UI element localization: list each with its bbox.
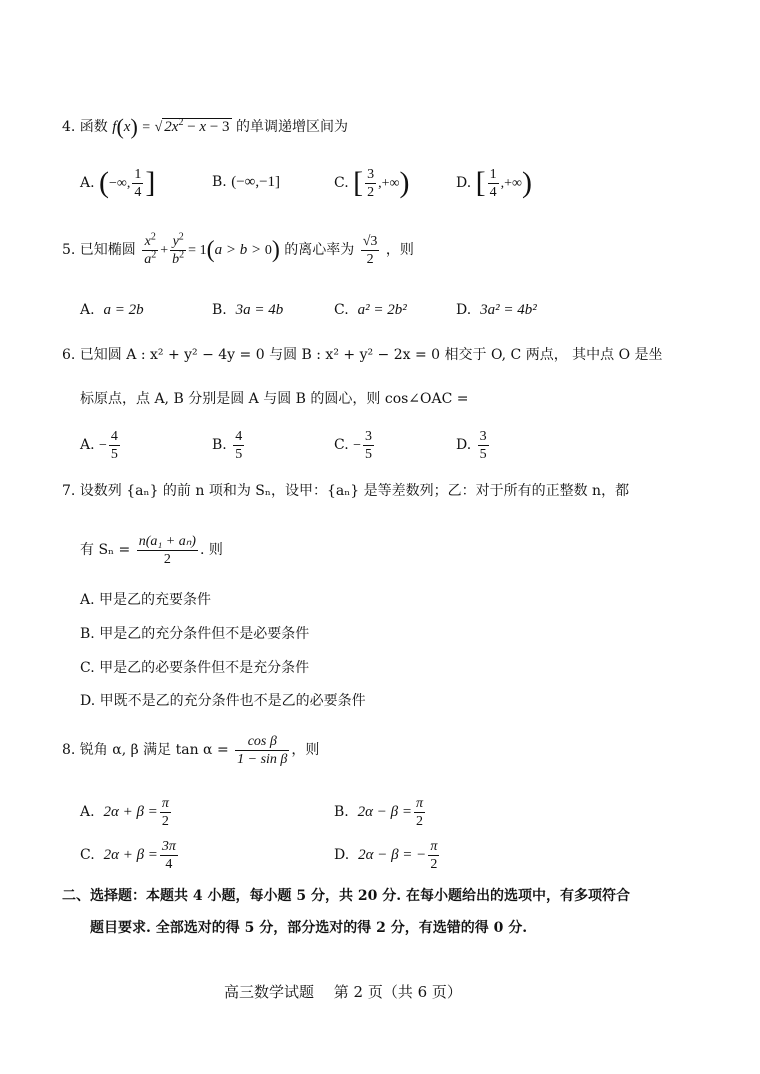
q6-option-a[interactable]: A. − $\frac{4}{5}$ — [80, 428, 118, 462]
q7-option-d[interactable]: D. 甲既不是乙的充分条件也不是乙的必要条件 — [80, 693, 366, 709]
q8-option-a[interactable]: A. 2α + β = $\frac{\pi}{2}$ — [80, 795, 169, 829]
q6-option-d[interactable]: D. $\frac{3}{5}$ — [456, 428, 487, 462]
q4-stem-prefix: 4. 函数 — [62, 119, 108, 135]
q5-option-d[interactable]: D. 3a² = 4b² — [456, 302, 537, 318]
q6-option-c[interactable]: C. − $\frac{3}{5}$ — [334, 428, 373, 462]
q6-option-b[interactable]: B. $\frac{4}{5}$ — [212, 428, 243, 462]
q4-formula: f — [112, 119, 117, 135]
q4-stem-suffix: 的单调递增区间为 — [236, 119, 348, 135]
section2-heading-line2: 题目要求. 全部选对的得 5 分，部分选对的得 2 分，有选错的得 0 分. — [90, 920, 528, 936]
q5-option-b[interactable]: B. 3a = 4b — [212, 302, 284, 318]
q6-stem-line2: 标原点，点 A, B 分别是圆 A 与圆 B 的圆心，则 cos∠OAC = — [80, 391, 469, 407]
q6-stem-line1: 6. 已知圆 A : x² + y² − 4y = 0 与圆 B : x² + y² − 2x = 0 相交于 O, C 两点， 其中点 O 是坐 — [62, 347, 663, 363]
q8-option-b[interactable]: B. 2α − β = $\frac{\pi}{2}$ — [334, 795, 424, 829]
q5-ellipse-x-term: $\frac{x^2}{a^2}$ — [144, 230, 157, 267]
q4-option-c[interactable]: C. [ $\frac{3}{2}$ ,+∞) — [334, 166, 410, 200]
q7-option-c[interactable]: C. 甲是乙的必要条件但不是充分条件 — [80, 660, 310, 676]
q7-stem-line2: 有 Sₙ = $\frac{\text{n(a₁ + aₙ)}}{2}$ . 则 — [80, 533, 223, 567]
q5-stem: 5. 已知椭圆 $\frac{x^2}{a^2}$ + $\frac{y^2}{b^2}$ = 1(a > b > 0) 的离心率为 $\frac{√3}{2}$ ，则 — [62, 230, 414, 267]
q5-option-a[interactable]: A. a = 2b — [80, 302, 144, 318]
q5-ecc-den: 2 — [366, 251, 374, 267]
section2-heading-line1: 二、选择题：本题共 4 小题，每小题 5 分，共 20 分. 在每小题给出的选项中，有多项符合 — [62, 888, 630, 904]
q8-option-c[interactable]: C. 2α + β = $\frac{3\pi}{4}$ — [80, 838, 176, 872]
page-footer: 高三数学试题 第 2 页（共 6 页） — [224, 983, 462, 1001]
q5-ellipse-y-term: $\frac{y^2}{b^2}$ — [172, 230, 185, 267]
q4-option-a[interactable]: A. (−∞, $\frac{1}{4}$ ] — [80, 166, 156, 200]
q8-stem: 8. 锐角 α, β 满足 tan α = $\frac{\text{cos β}}{\text{1 − sin β}}$ ，则 — [62, 733, 320, 767]
q7-option-a[interactable]: A. 甲是乙的充要条件 — [80, 592, 212, 608]
q5-ecc-num: √3 — [362, 233, 378, 249]
q7-stem-line1: 7. 设数列 {aₙ} 的前 n 项和为 Sₙ，设甲：{aₙ} 是等差数列；乙：对于所有的正整数 n，都 — [62, 483, 630, 499]
q7-option-b[interactable]: B. 甲是乙的充分条件但不是必要条件 — [80, 626, 310, 642]
q4-option-b[interactable]: B. (−∞,−1] — [212, 174, 281, 190]
q4-stem: 4. 函数 f(x) = √ $2x^2 - x - 3$ 的单调递增区间为 — [62, 114, 348, 139]
q8-option-d[interactable]: D. 2α − β = − $\frac{\pi}{2}$ — [334, 838, 438, 872]
q4-option-d[interactable]: D. [ $\frac{1}{4}$ ,+∞) — [456, 166, 533, 200]
q5-option-c[interactable]: C. a² = 2b² — [334, 302, 407, 318]
